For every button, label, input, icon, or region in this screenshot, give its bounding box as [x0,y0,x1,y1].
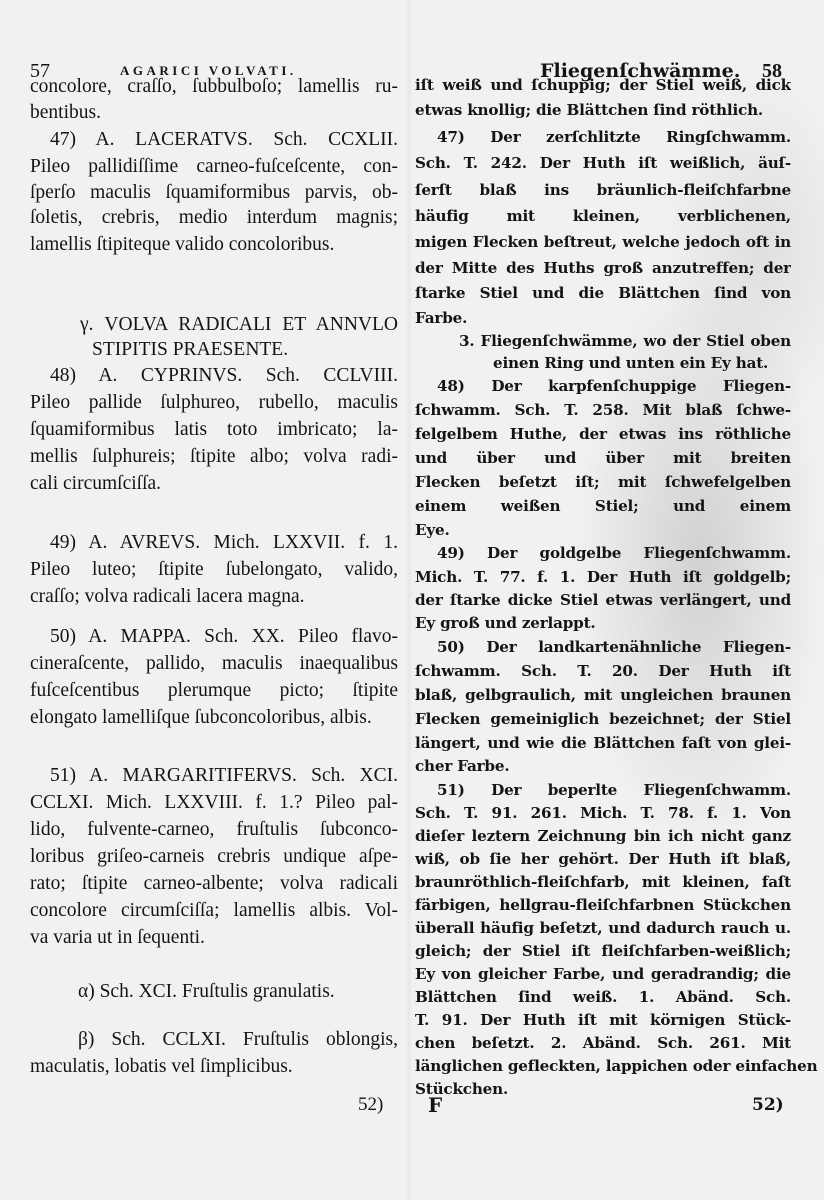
page-number: 58 [762,60,782,82]
text-line: Stückchen. [415,1080,509,1098]
text-line: maculatis, lobatis vel ſimplicibus. [30,1056,293,1077]
text-line: β) Sch. CCLXI. Fruſtulis oblongis, [78,1029,398,1050]
text-line: concolore, craſſo, ſubbulboſo; lamellis ru- [30,76,398,97]
text-line: 50) Der landkartenähnliche Fliegen- [437,638,791,656]
text-line: gleich; der Stiel iſt fleiſchfarben-weißlich; [415,942,791,960]
text-line: der Mitte des Huths groß anzutreffen; der [415,259,791,277]
text-line: dieſer leztern Zeichnung bin ich nicht ganz [415,827,791,845]
text-line: CCLXI. Mich. LXXVIII. f. 1.? Pileo pal- [30,792,398,813]
text-line: ſquamiformibus latis toto imbricato; la- [30,419,398,440]
text-line: 48) Der karpfenſchuppige Fliegen- [437,377,791,395]
text-line: 51) Der beperlte Fliegenſchwamm. [437,781,791,799]
text-line: färbigen, hellgrau-fleiſchfarbnen Stückchen [415,896,791,914]
book-gutter [405,0,413,1200]
text-line: Eye. [415,521,450,539]
text-line: Ey groß und zerlappt. [415,614,596,632]
text-line: felgelbem Huthe, der etwas ins röthliche [415,425,791,443]
text-line: fuſceſcentibus plerumque picto; ſtipite [30,680,398,701]
text-line: einem weißen Stiel; und einem [415,497,791,515]
text-line: migen Flecken beſtreut, welche jedoch oft in [415,233,791,251]
signature-mark: F [428,1093,443,1117]
text-line: craſſo; volva radicali lacera magna. [30,586,305,607]
text-line: cali circumſciſſa. [30,473,162,494]
text-line: γ. VOLVA RADICALI ET ANNVLO [80,314,398,335]
page-number: 57 [30,60,50,82]
text-line: Pileo pallide ſulphureo, rubello, maculis [30,392,398,413]
text-line: und über und über mit breiten [415,449,791,467]
text-line: loribus griſeo-carneis crebris undique aſpe- [30,846,398,867]
text-line: mellis ſulphureis; ſtipite albo; volva radi- [30,446,398,467]
text-line: ſoletis, crebris, medio interdum magnis; [30,207,398,228]
text-line: α) Sch. XCI. Fruſtulis granulatis. [78,981,335,1002]
text-line: Ey von gleicher Farbe, und geradrandig; die [415,965,791,983]
text-line: cher Farbe. [415,757,510,775]
text-line: 48) A. CYPRINVS. Sch. CCLVIII. [50,365,398,386]
text-line: ſchwamm. Sch. T. 258. Mit blaß ſchwe- [415,401,791,419]
text-line: einen Ring und unten ein Ey hat. [493,354,769,372]
text-line: concolore circumſciſſa; lamellis albis. Vol- [30,900,398,921]
text-line: 49) A. AVREVS. Mich. LXXVII. f. 1. [50,532,398,553]
text-line: cineraſcente, pallido, maculis inaequalibus [30,653,398,674]
text-line: va varia ut in ſequenti. [30,927,205,948]
text-line: 47) Der zerſchlitzte Ringſchwamm. [437,128,791,146]
text-line: Blättchen ſind weiß. 1. Abänd. Sch. [415,988,791,1006]
text-line: etwas knollig; die Blättchen ſind röthlich. [415,101,764,119]
text-line: T. 91. Der Huth iſt mit körnigen Stück- [415,1011,791,1029]
text-line: ſchwamm. Sch. T. 20. Der Huth iſt [415,662,791,680]
text-line: braunröthlich-fleiſchfarb, mit kleinen, faſt [415,873,791,891]
text-line: 47) A. LACERATVS. Sch. CCXLII. [50,129,398,150]
text-line: Sch. T. 242. Der Huth iſt weißlich, äuſ- [415,154,791,172]
text-line: der ſtarke dicke Stiel etwas verlängert, und [415,591,791,609]
text-line: STIPITIS PRAESENTE. [92,339,289,360]
text-line: ſerſt blaß ins bräunlich-fleiſchfarbne [415,181,791,199]
text-line: elongato lamelliſque ſubconcoloribus, albis. [30,707,372,728]
text-line: längert, und wie die Blättchen faſt von glei- [415,734,791,752]
text-line: ſtarke Stiel und die Blättchen ſind von [415,284,791,302]
text-line: Flecken gemeiniglich bezeichnet; der Stiel [415,710,791,728]
text-line: Farbe. [415,309,468,327]
text-line: blaß, gelbgraulich, mit ungleichen braunen [415,686,791,704]
running-head: AGARICI VOLVATI. [120,63,297,78]
text-line: Sch. T. 91. 261. Mich. T. 78. f. 1. Von [415,804,791,822]
text-line: Pileo pallidiſſime carneo-fuſceſcente, con- [30,156,398,177]
text-line: wiß, ob ſie her gehört. Der Huth iſt blaß, [415,850,791,868]
text-line: Mich. T. 77. f. 1. Der Huth iſt goldgelb; [415,568,791,586]
text-line: 50) A. MAPPA. Sch. XX. Pileo flavo- [50,626,398,647]
text-line: bentibus. [30,102,101,123]
text-line: Pileo luteo; ſtipite ſubelongato, valido, [30,559,398,580]
text-line: länglichen gefleckten, lappichen oder einfachen [415,1057,818,1075]
text-line: chen beſetzt. 2. Abänd. Sch. 261. Mit [415,1034,791,1052]
text-line: 49) Der goldgelbe Fliegenſchwamm. [437,544,791,562]
text-line: ſperſo maculis ſquamiformibus parvis, ob- [30,182,398,203]
text-line: lido, fulvente-carneo, fruſtulis ſubconco- [30,819,398,840]
text-line: Flecken beſetzt iſt; mit ſchwefelgelben [415,473,791,491]
catchword: 52) [752,1095,784,1115]
text-line: 51) A. MARGARITIFERVS. Sch. XCI. [50,765,398,786]
text-line: häufig mit kleinen, verblichenen, [415,207,791,225]
text-line: überall häufig beſetzt, und dadurch rauch u. [415,919,791,937]
running-head: Fliegenſchwämme. [540,60,741,82]
text-line: iſt weiß und ſchuppig; der Stiel weiß, dick [415,76,791,94]
text-line: rato; ſtipite carneo-albente; volva radicali [30,873,398,894]
catchword: 52) [358,1094,384,1115]
text-line: lamellis ſtipiteque valido concoloribus. [30,234,335,255]
text-line: 3. Fliegenſchwämme, wo der Stiel oben [459,332,791,350]
